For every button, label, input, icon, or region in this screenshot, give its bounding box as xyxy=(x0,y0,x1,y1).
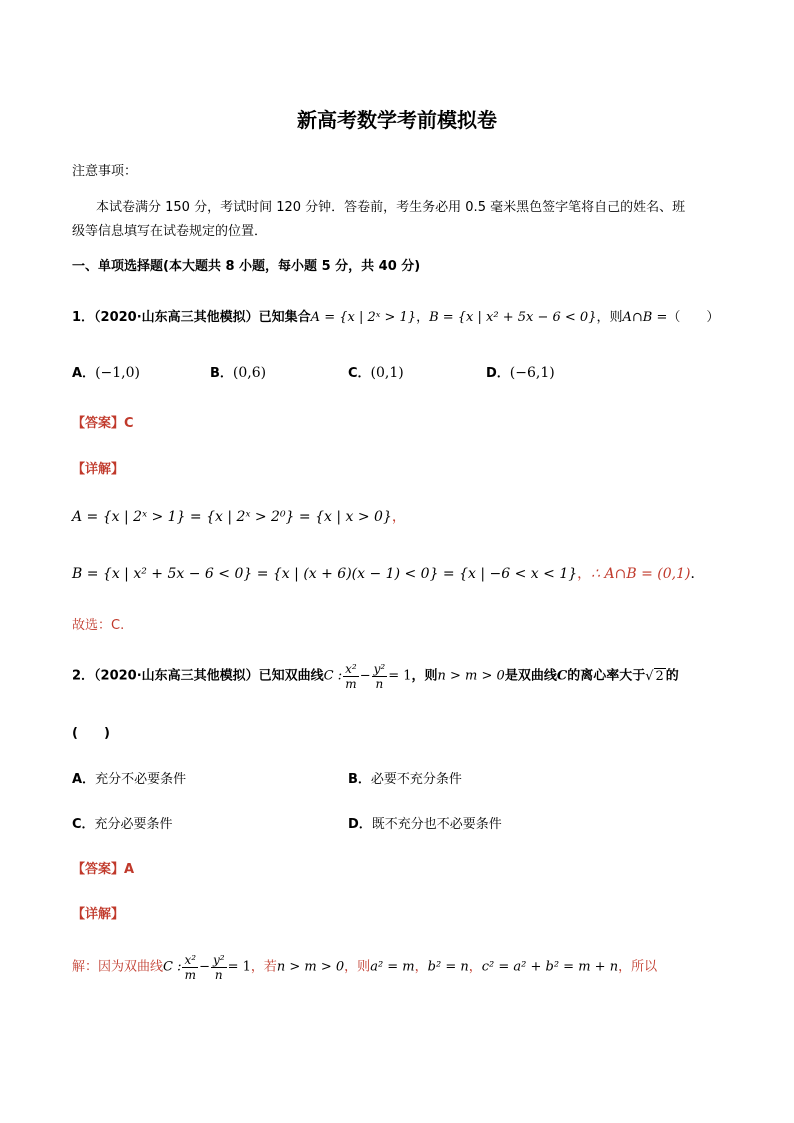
q1-option-c-value: (0,1) xyxy=(370,365,404,381)
q2-sol-b: b² = n xyxy=(427,959,469,975)
q1-prefix: 1．（2020·山东高三其他模拟）已知集合 xyxy=(72,310,311,325)
q1-option-d-value: (−6,1) xyxy=(509,365,555,381)
q1-option-a xyxy=(72,362,140,381)
q2-sol-frac-x-den: m xyxy=(184,968,196,982)
q2-sol-c1: ， xyxy=(414,959,428,975)
notice-heading: 注意事项： xyxy=(72,164,138,179)
q2-answer xyxy=(72,858,134,877)
q1-answer-value: C xyxy=(124,416,134,431)
q2-option-a-label: A． xyxy=(72,772,96,787)
q2-cvar: C xyxy=(556,668,568,684)
page-title: 新高考数学考前模拟卷 xyxy=(297,108,497,132)
q2-mid2: 是双曲线 xyxy=(504,668,557,684)
q2-frac-y-den: n xyxy=(375,677,384,691)
q1-detail-label: 【详解】 xyxy=(72,462,125,477)
q1-option-d xyxy=(486,362,555,381)
q1-option-c xyxy=(348,362,404,381)
q1-set-b: B = {x | x² + 5x − 6 < 0} xyxy=(429,310,597,325)
q2-sol-a: a² = m xyxy=(370,959,415,975)
q2-frac-y xyxy=(372,662,388,691)
q1-option-a-value: (−1,0) xyxy=(95,365,140,381)
q2-minus: − xyxy=(359,668,371,684)
q1-solution-line-1 xyxy=(72,506,406,526)
q2-option-d xyxy=(348,813,502,832)
q2-sol-curve: C : xyxy=(163,959,182,975)
q2-sol-frac-y xyxy=(211,953,227,982)
q2-sol-prefix: 解：因为双曲线 xyxy=(72,959,164,975)
question-2 xyxy=(72,662,679,691)
q1-mid: ，则 xyxy=(596,310,623,325)
q1-final: 故选：C. xyxy=(72,618,125,633)
q2-sol-frac-y-den: n xyxy=(214,968,223,982)
q2-curve: C : xyxy=(323,668,343,684)
q1-option-b-label: B． xyxy=(210,366,233,381)
q2-sol-cond: n > m > 0 xyxy=(276,959,345,975)
q1-sol-2-math: B = {x | x² + 5x − 6 < 0} = {x | (x + 6)(x − 1) < 0} = {x | −6 < x < 1} xyxy=(72,566,578,582)
q2-frac-y-num: y² xyxy=(373,662,386,676)
q1-sol-1-math: A = {x | 2ˣ > 1} = {x | 2ˣ > 2⁰} = {x | x > 0} xyxy=(72,509,392,525)
q2-sqrt-value: 2 xyxy=(655,668,664,684)
q2-tail: 的 xyxy=(665,668,679,684)
q2-solution-line xyxy=(72,953,657,982)
q2-sol-if: ，若 xyxy=(250,959,277,975)
q2-frac-x-num: x² xyxy=(345,662,357,676)
q2-option-d-label: D． xyxy=(348,817,372,832)
q1-answer xyxy=(72,412,134,431)
q1-paren: （ ） xyxy=(667,310,720,325)
q1-sep: ， xyxy=(416,310,430,325)
q1-sol-2-sep: ， xyxy=(577,566,592,582)
q1-option-c-label: C． xyxy=(348,366,371,381)
q2-prefix: 2．（2020·山东高三其他模拟）已知双曲线 xyxy=(72,668,324,684)
q1-expr: A∩B = xyxy=(622,310,668,325)
q1-sol-2-conclusion: ∴ A∩B = (0,1) xyxy=(591,566,691,582)
q2-option-b-value: 必要不充分条件 xyxy=(370,772,462,787)
q2-frac-x-den: m xyxy=(345,677,357,691)
section-heading: 一、单项选择题(本大题共 8 小题，每小题 5 分，共 40 分) xyxy=(72,259,421,274)
notice-line-2: 级等信息填写在试卷规定的位置． xyxy=(72,224,268,239)
q2-option-b-label: B． xyxy=(348,772,371,787)
q1-option-b-value: (0,6) xyxy=(232,365,267,381)
q2-sqrt: √ 2 xyxy=(645,668,664,684)
q2-sol-then: ，则 xyxy=(344,959,371,975)
q1-sol-2-end: ． xyxy=(690,566,705,582)
q1-option-a-label: A． xyxy=(72,366,96,381)
question-1 xyxy=(72,306,719,325)
q2-mid3: 的离心率大于 xyxy=(567,668,646,684)
q2-option-d-value: 既不充分也不必要条件 xyxy=(371,817,502,832)
q2-option-c xyxy=(72,813,173,832)
q2-sol-frac-x-num: x² xyxy=(184,953,197,967)
q2-option-a-value: 充分不必要条件 xyxy=(95,772,187,787)
q2-mid: ，则 xyxy=(411,668,438,684)
q1-answer-label: 【答案】 xyxy=(72,416,125,431)
q2-detail-label: 【详解】 xyxy=(72,907,125,922)
notice-line-1: 本试卷满分 150 分，考试时间 120 分钟．答卷前，考生务必用 0.5 毫米黑色签字笔将自己的姓名、班 xyxy=(96,200,686,215)
q2-sol-eq: = 1 xyxy=(227,959,251,975)
q2-frac-x xyxy=(343,662,359,691)
q1-sol-1-tail: ， xyxy=(391,509,406,525)
q2-cond: n > m > 0 xyxy=(437,668,505,684)
q2-sol-c: c² = a² + b² = m + n xyxy=(481,959,619,975)
q2-paren: ( ) xyxy=(72,726,110,741)
q2-sol-c2: ， xyxy=(468,959,482,975)
q1-set-a: A = {x | 2ˣ > 1} xyxy=(310,310,417,325)
q2-sol-frac-y-num: y² xyxy=(212,953,225,967)
q2-sol-end: ，所以 xyxy=(618,959,658,975)
q2-eq: = 1 xyxy=(388,668,412,684)
q2-answer-label: 【答案】 xyxy=(72,862,125,877)
q2-option-c-label: C． xyxy=(72,817,95,832)
q2-option-c-value: 充分必要条件 xyxy=(94,817,173,832)
q1-option-b xyxy=(210,362,266,381)
q1-solution-line-2 xyxy=(72,563,704,583)
q1-option-d-label: D． xyxy=(486,366,510,381)
q2-option-b xyxy=(348,768,462,787)
q2-sol-frac-x xyxy=(182,953,198,982)
q2-sol-minus: − xyxy=(199,959,210,975)
q2-option-a xyxy=(72,768,186,787)
q2-answer-value: A xyxy=(124,862,135,877)
